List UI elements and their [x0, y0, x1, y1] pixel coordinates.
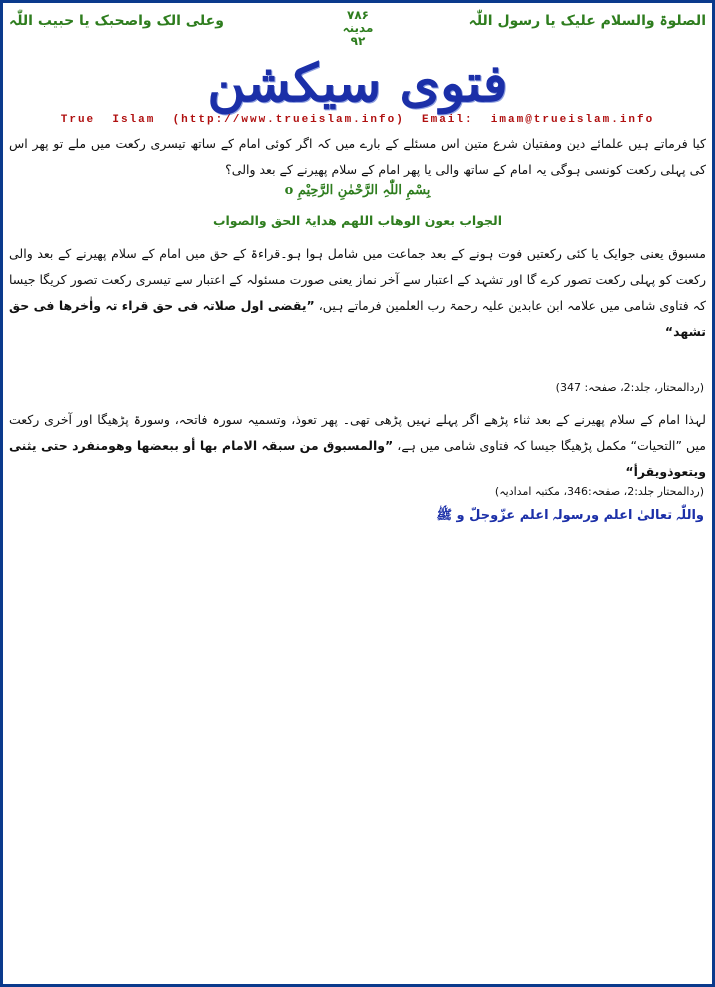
answer-paragraph-2 — [9, 407, 706, 485]
header-madina: مدینہ — [342, 21, 374, 35]
bismillah: بِسْمِ اللّٰہِ الرَّحْمٰنِ الرَّحِیْمِ o — [284, 183, 431, 198]
salutation-right: الصلوۃ والسلام علیک یا رسول اللّٰہ — [468, 13, 706, 29]
answer-paragraph-2-text: لہذا امام کے سلام پھیرنے کے بعد ثناء پڑھے اگر پہلے نہیں پڑھی تھی۔ پھر تعوذ، وتسمیہ سورہ فاتحہ، وسورۃ پڑھیگا اور آخری رکعت میں ”التحیات“ مکمل پڑھیگا جیسا کہ فتاوی شامی میں ہے، — [9, 412, 706, 453]
header-number-786: ۷۸۶ — [347, 8, 369, 22]
header — [3, 9, 712, 49]
quote-2: ”والمسبوق من سبقہ الامام بھا أو ببعضھا وھومنفرد حتی یثنی ویتعوذویقرأ“ — [9, 438, 706, 479]
salutation-left: وعلی الک واصحبک یا حبیب اللّٰہ — [9, 13, 224, 29]
answer-paragraph-1-text: مسبوق یعنی جوایک یا کئی رکعتیں فوت ہونے کے بعد جماعت میں شامل ہوا ہو۔قراءۃ کے حق میں امام کے سلام پھیرنے کے بعد والی رکعت کو پہلی رکعت تصور کرے گا اور تشہد کے اعتبار سے آخر نماز یعنی صورت مسئولہ کے اعتبار سے تیسری رکعت تصور کریگا جیسا کہ فتاوی شامی میں علامہ ابن عابدین علیہ رحمۃ رب العلمین فرماتے ہیں، — [9, 246, 706, 313]
answer-heading: الجواب بعون الوھاب اللھم ھدایۃ الحق والصواب — [212, 213, 503, 228]
closing-line: واللّٰہ تعالیٰ اعلم ورسولہ اعلم عزّوجلّ و ﷺ — [436, 508, 704, 523]
quote-1: ”یقضی اول صلاتہ فی حق قراء تہ واٰخرھا فی حق تشھد“ — [9, 298, 706, 339]
question-text: کیا فرماتے ہیں علمائے دین ومفتیان شرع متین اس مسئلے کے بارے میں کہ اگر کوئی امام کے ساتھ تیسری رکعت میں ملے تو پھر اس کی پہلی رکعت کونسی ہوگی یہ امام کے ساتھ والی یا پھر امام کے سلام پھیرنے کے بعد والی؟ — [9, 136, 706, 177]
header-number-92: ۹۲ — [350, 34, 366, 48]
reference-1: (ردالمحتار، جلد:2، صفحہ: 347) — [555, 381, 704, 394]
fatwa-page — [3, 3, 712, 984]
page-title: فتوی سیکشن — [207, 53, 508, 114]
answer-paragraph-1 — [9, 241, 706, 345]
reference-2: (ردالمحتار جلد:2، صفحہ:346، مکتبہ امدادیہ) — [494, 485, 704, 498]
site-email-line: True Islam (http://www.trueislam.info) Email: imam@trueislam.info — [60, 114, 655, 126]
header-center-numbers — [323, 9, 393, 48]
